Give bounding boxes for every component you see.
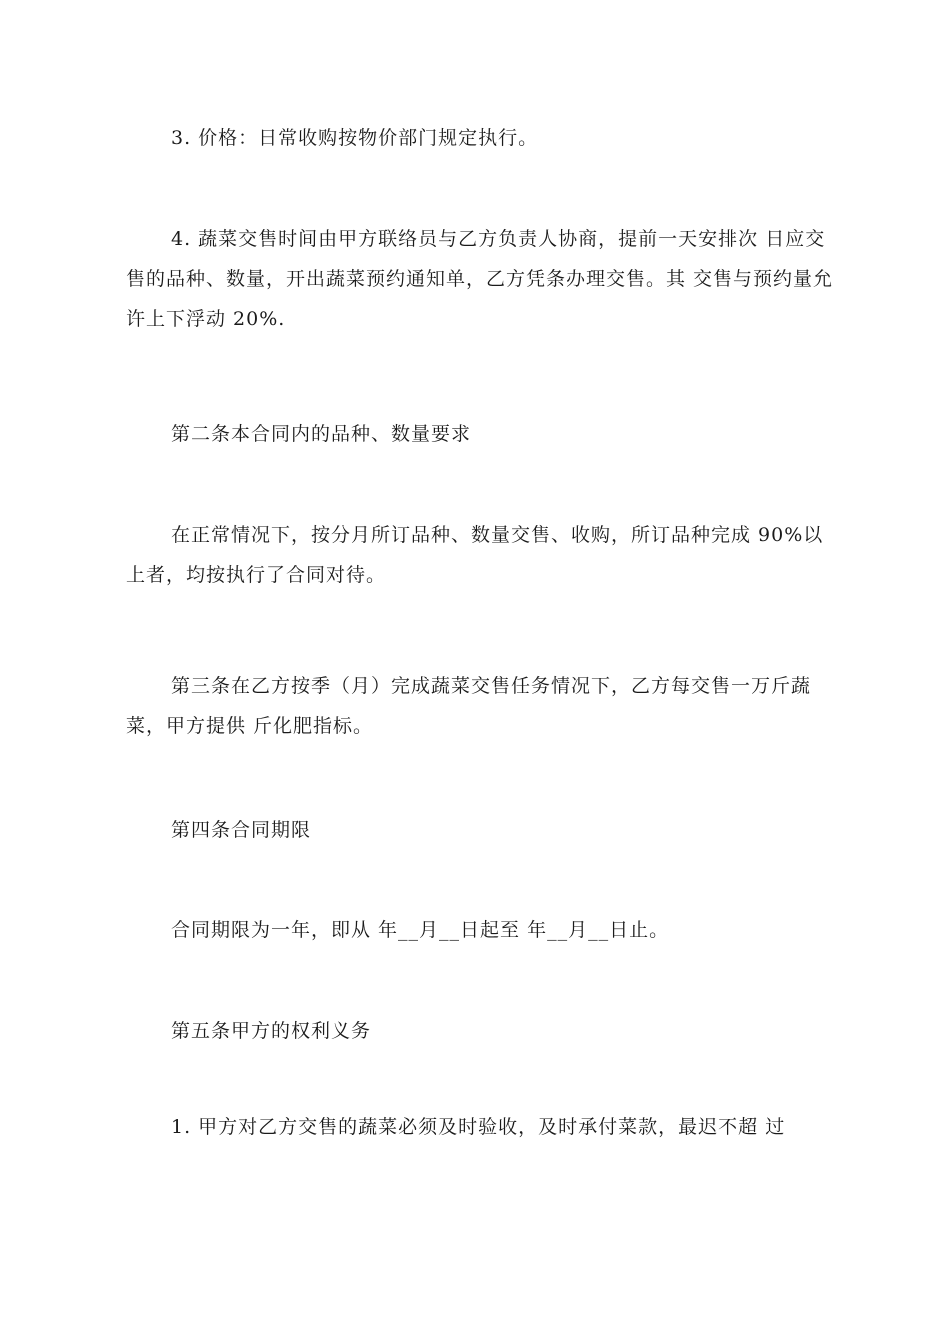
clause-price: 3. 价格：日常收购按物价部门规定执行。 xyxy=(171,127,539,149)
article-2-heading: 第二条本合同内的品种、数量要求 xyxy=(171,423,472,445)
article-4-heading: 第四条合同期限 xyxy=(171,819,312,841)
article-5-clause-1: 1. 甲方对乙方交售的蔬菜必须及时验收，及时承付菜款，最迟不超 过 xyxy=(171,1116,786,1138)
article-3-body: 第三条在乙方按季（月）完成蔬菜交售任务情况下，乙方每交售一万斤蔬菜，甲方提供 斤化肥指标。 xyxy=(126,675,812,737)
article-4-body: 合同期限为一年，即从 年__月__日起至 年__月__日止。 xyxy=(171,919,670,941)
clause-delivery-time: 4. 蔬菜交售时间由甲方联络员与乙方负责人协商，提前一天安排次 日应交售的品种、数量，开出蔬菜预约通知单，乙方凭条办理交售。其 交售与预约量允许上下浮动 20%. xyxy=(126,228,834,330)
article-2-body: 在正常情况下，按分月所订品种、数量交售、收购，所订品种完成 90%以上者，均按执行了合同对待。 xyxy=(126,524,824,586)
article-5-heading: 第五条甲方的权利义务 xyxy=(171,1020,372,1042)
